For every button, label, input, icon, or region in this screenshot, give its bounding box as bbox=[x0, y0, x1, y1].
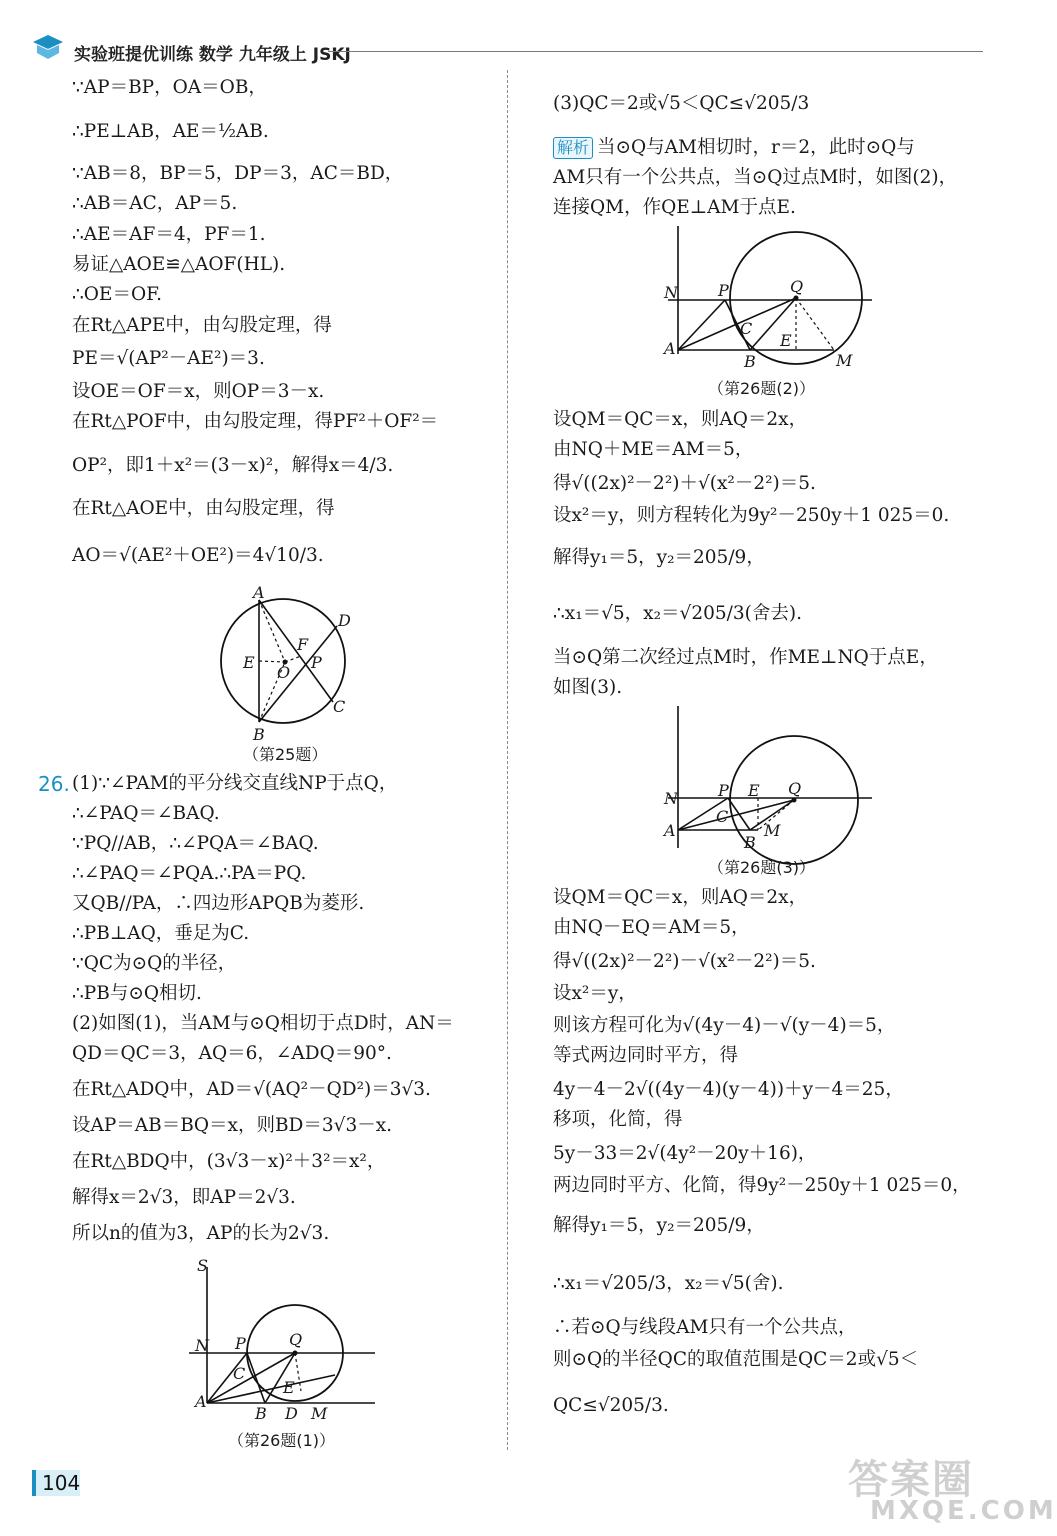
text-line: 则⊙Q的半径QC的取值范围是QC＝2或√5＜ bbox=[553, 1349, 919, 1370]
watermark-url: MXQE.COM bbox=[870, 1496, 1057, 1526]
text-line: 设OE＝OF＝x，则OP＝3－x. bbox=[72, 381, 325, 402]
text-line: 则该方程可化为√(4y－4)－√(y－4)＝5， bbox=[553, 1015, 896, 1036]
label-M: M bbox=[764, 821, 781, 840]
label-E: E bbox=[748, 781, 760, 800]
figure-26-2 bbox=[650, 222, 875, 372]
label-O: O bbox=[277, 663, 291, 682]
text-line: ∴∠PAQ＝∠BAQ. bbox=[72, 803, 220, 824]
label-M: M bbox=[311, 1404, 328, 1423]
figure-25 bbox=[205, 582, 365, 742]
figure-25-caption: （第25题） bbox=[243, 745, 328, 764]
text-line: 设QM＝QC＝x，则AQ＝2x， bbox=[553, 409, 808, 430]
text-line: 易证△AOE≌△AOF(HL). bbox=[72, 254, 286, 275]
label-E: E bbox=[283, 1378, 295, 1397]
text-line: ∴PB与⊙Q相切. bbox=[72, 983, 202, 1004]
label-Q: Q bbox=[289, 1330, 303, 1349]
text-line: (2)如图(1)，当AM与⊙Q相切于点D时，AN＝ bbox=[72, 1013, 454, 1034]
text-line: 在Rt△AOE中，由勾股定理，得 bbox=[72, 498, 335, 519]
figure-26-1 bbox=[185, 1255, 385, 1425]
header-rule bbox=[328, 51, 983, 52]
text-line: ∴若⊙Q与线段AM只有一个公共点， bbox=[553, 1317, 857, 1338]
figure-26-3 bbox=[650, 702, 875, 852]
text-line: QD＝QC＝3，AQ＝6，∠ADQ＝90°. bbox=[72, 1043, 392, 1064]
text-line: ∴x₁＝√205/3，x₂＝√5(舍). bbox=[553, 1273, 784, 1294]
label-A: A bbox=[664, 821, 676, 840]
label-E: E bbox=[780, 331, 792, 350]
text-line-inline: 当⊙Q与AM相切时，r＝2，此时⊙Q与 bbox=[597, 137, 915, 158]
text-line: QC≤√205/3. bbox=[553, 1395, 669, 1416]
label-N: N bbox=[195, 1336, 209, 1355]
text-line: OP²，即1＋x²＝(3－x)²，解得x＝4/3. bbox=[72, 455, 394, 476]
text-line: ∴PB⊥AQ，垂足为C. bbox=[72, 923, 250, 944]
text-line: 当⊙Q第二次经过点M时，作ME⊥NQ于点E， bbox=[553, 647, 938, 668]
text-line: ∵QC为⊙Q的半径， bbox=[72, 953, 237, 974]
text-line: 连接QM，作QE⊥AM于点E. bbox=[553, 197, 796, 218]
text-line: 如图(3). bbox=[553, 677, 623, 698]
text-line: 解得x＝2√3，即AP＝2√3. bbox=[72, 1187, 296, 1208]
text-line: 所以n的值为3，AP的长为2√3. bbox=[72, 1223, 330, 1244]
text-line: 由NQ＋ME＝AM＝5， bbox=[553, 439, 754, 460]
text-line: ∴x₁＝√5，x₂＝√205/3(舍去). bbox=[553, 603, 802, 624]
book-logo-icon bbox=[32, 34, 64, 60]
text-line: ∴PE⊥AB，AE＝½AB. bbox=[72, 121, 269, 142]
text-line: 在Rt△POF中，由勾股定理，得PF²＋OF²＝ bbox=[72, 411, 439, 432]
page-number: 104 bbox=[32, 1470, 80, 1496]
label-N: N bbox=[664, 283, 678, 302]
label-C: C bbox=[333, 697, 346, 716]
label-B: B bbox=[744, 352, 756, 371]
text-line: ∵AP＝BP，OA＝OB， bbox=[72, 77, 267, 98]
label-C: C bbox=[740, 319, 753, 338]
label-C: C bbox=[233, 1364, 246, 1383]
figure-26-1-caption: （第26题(1)） bbox=[228, 1431, 336, 1450]
text-line: ∵PQ//AB，∴∠PQA＝∠BAQ. bbox=[72, 833, 319, 854]
watermark-text: 答案圈 bbox=[848, 1457, 974, 1503]
text-line: 在Rt△ADQ中，AD＝√(AQ²－QD²)＝3√3. bbox=[72, 1079, 431, 1100]
text-line: 又QB//PA，∴四边形APQB为菱形. bbox=[72, 893, 365, 914]
label-B: B bbox=[253, 725, 265, 744]
text-line: 在Rt△BDQ中，(3√3－x)²＋3²＝x²， bbox=[72, 1151, 386, 1172]
text-line: 由NQ－EQ＝AM＝5， bbox=[553, 917, 750, 938]
text-line: 两边同时平方、化简，得9y²－250y＋1 025＝0， bbox=[553, 1175, 971, 1196]
label-E: E bbox=[243, 653, 255, 672]
label-A: A bbox=[253, 583, 265, 602]
label-N: N bbox=[664, 789, 678, 808]
text-line: 5y－33＝2√(4y²－20y＋16)， bbox=[553, 1143, 817, 1164]
label-P: P bbox=[235, 1334, 246, 1353]
label-F: F bbox=[297, 635, 309, 654]
label-C: C bbox=[716, 807, 729, 826]
text-line: ∴AB＝AC，AP＝5. bbox=[72, 193, 238, 214]
label-Q: Q bbox=[790, 277, 804, 296]
label-Q: Q bbox=[788, 779, 802, 798]
text-line: 移项，化简，得 bbox=[553, 1109, 683, 1130]
analysis-tag: 解析 bbox=[553, 137, 593, 159]
text-line: 4y－4－2√((4y－4)(y－4))＋y－4＝25， bbox=[553, 1079, 904, 1100]
label-S: S bbox=[197, 1256, 208, 1275]
column-divider bbox=[507, 70, 508, 1450]
text-line: 得√((2x)²－2²)－√(x²－2²)＝5. bbox=[553, 951, 816, 972]
watermark-logo bbox=[840, 1448, 1057, 1528]
page-header bbox=[0, 0, 1035, 65]
question-26-number: 26. bbox=[38, 772, 70, 796]
text-line: 解得y₁＝5，y₂＝205/9， bbox=[553, 547, 765, 568]
text-line: ∴∠PAQ＝∠PQA.∴PA＝PQ. bbox=[72, 863, 307, 884]
label-A: A bbox=[195, 1392, 207, 1411]
text-line: 设x²＝y， bbox=[553, 983, 637, 1004]
label-P: P bbox=[718, 781, 729, 800]
text-line: 设x²＝y，则方程转化为9y²－250y＋1 025＝0. bbox=[553, 505, 950, 526]
label-B: B bbox=[744, 833, 756, 852]
text-line: 在Rt△APE中，由勾股定理，得 bbox=[72, 315, 332, 336]
figure-26-3-caption: （第26题(3)） bbox=[708, 858, 816, 877]
text-line: 设QM＝QC＝x，则AQ＝2x， bbox=[553, 887, 808, 908]
label-A: A bbox=[664, 339, 676, 358]
book-title: 实验班提优训练 数学 九年级上 JSKJ bbox=[74, 45, 351, 65]
text-line: 等式两边同时平方，得 bbox=[553, 1045, 739, 1066]
label-D: D bbox=[285, 1404, 298, 1423]
label-P: P bbox=[718, 281, 729, 300]
label-D: D bbox=[338, 611, 351, 630]
text-line: PE＝√(AP²－AE²)＝3. bbox=[72, 348, 265, 369]
text-line: (1)∵∠PAM的平分线交直线NP于点Q， bbox=[72, 773, 398, 794]
figure-26-2-caption: （第26题(2)） bbox=[708, 379, 816, 398]
label-B: B bbox=[255, 1404, 267, 1423]
text-line: 解得y₁＝5，y₂＝205/9， bbox=[553, 1215, 765, 1236]
text-line bbox=[553, 136, 915, 160]
label-M: M bbox=[836, 351, 853, 370]
text-line: 设AP＝AB＝BQ＝x，则BD＝3√3－x. bbox=[72, 1115, 393, 1136]
text-line: 得√((2x)²－2²)＋√(x²－2²)＝5. bbox=[553, 473, 816, 494]
text-line: AO＝√(AE²＋OE²)＝4√10/3. bbox=[72, 545, 324, 566]
label-P: P bbox=[311, 653, 322, 672]
text-line: ∴OE＝OF. bbox=[72, 284, 162, 305]
text-line: ∴AE＝AF＝4，PF＝1. bbox=[72, 224, 266, 245]
text-line: (3)QC＝2或√5＜QC≤√205/3 bbox=[553, 93, 810, 114]
text-line: AM只有一个公共点，当⊙Q过点M时，如图(2)， bbox=[553, 167, 958, 188]
text-line: ∵AB＝8，BP＝5，DP＝3，AC＝BD， bbox=[72, 163, 404, 184]
